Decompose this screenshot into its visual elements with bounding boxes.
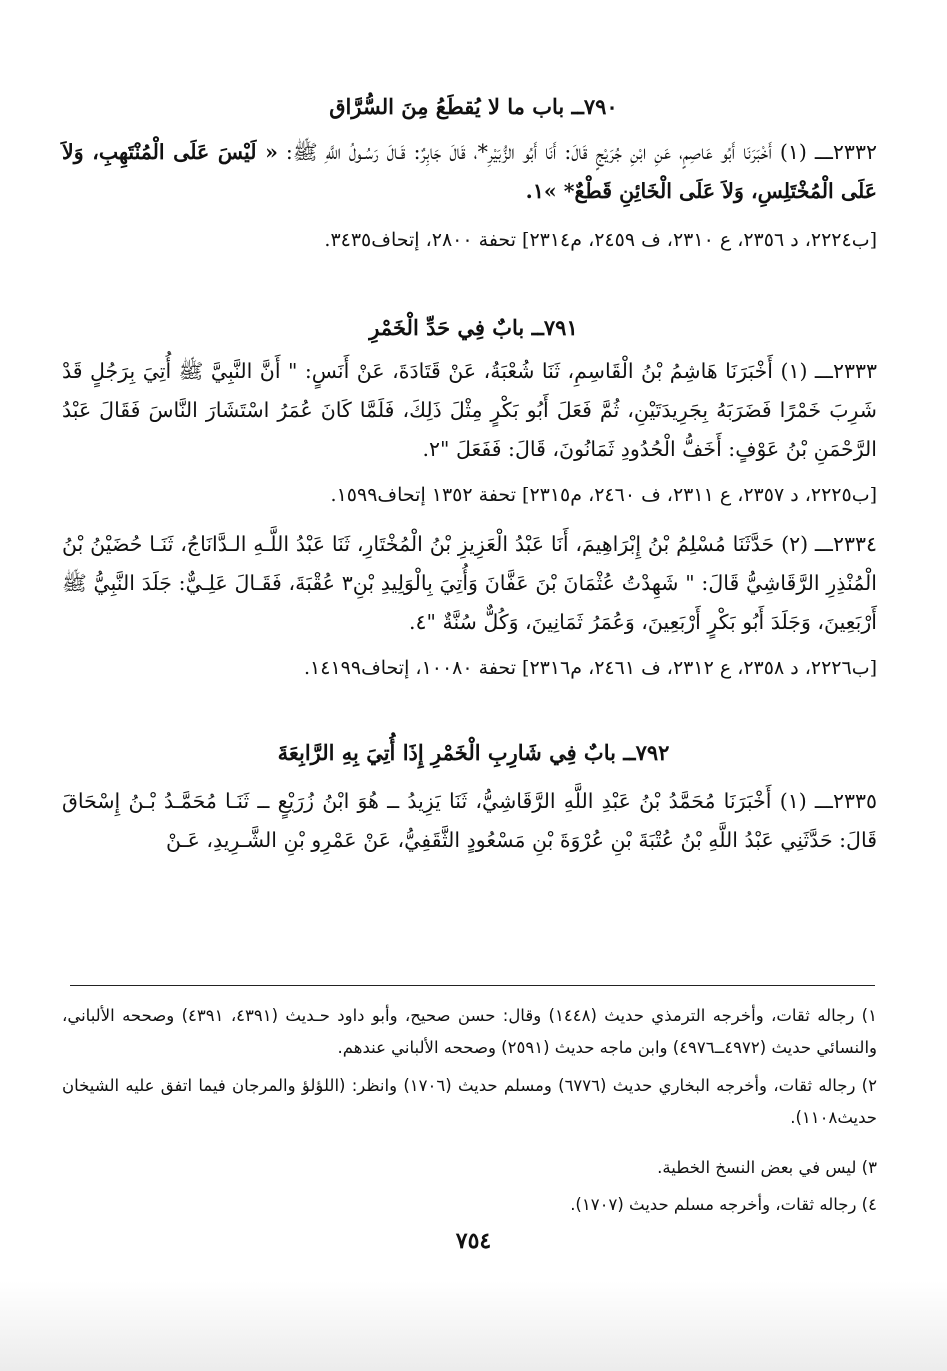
footnote-divider bbox=[70, 985, 875, 986]
hadith-text: أَخْبَرَنَا هَاشِمُ بْنُ الْقَاسِمِ، ثَنَا شُعْبَةُ، عَنْ قَتَادَةَ، عَنْ أَنَسٍ: " أَنَّ النَّبِيَّ ﷺ أُتِيَ بِرَجُلٍ قَدْ شَرِبَ خَمْرًا فَضَرَبَهُ بِجَرِيدَتَيْنِ، ثُمَّ فَعَلَ أَبُو بَكْرٍ مِثْلَ ذَلِكَ، فَلَمَّا كَانَ عُمَرُ اسْتَشَارَ النَّاسَ فَقَالَ عَبْدُ الرَّحْمَنِ بْنُ عَوْفٍ: أَخَفُّ الْحُدُودِ ثَمَانُونَ، قَالَ: فَفَعَلَ "٢. bbox=[62, 359, 877, 461]
hadith-2334 bbox=[62, 525, 877, 642]
footnote-1: ١) رجاله ثقات، وأخرجه الترمذي حديث (١٤٤٨) وقال: حسن صحيح، وأبو داود حـديث (٤٣٩١، ٤٣٩١) وصححه الألباني، والنسائي حديث (٤٩٧٢ــ٤٩٧٦) وابن ماجه حديث (٢٥٩١) وصححه الألباني عندهم. bbox=[62, 1006, 877, 1057]
hadith-matn: « لَيْسَ عَلَى الْمُنْتَهِبِ، وَلاَ عَلَى الْمُخْتَلِسِ، وَلاَ عَلَى الْخَائِنِ قَطْعٌ* »١. bbox=[62, 140, 877, 203]
hadith-reference: [ب٢٢٢٤، د ٢٣٥٦، ع ٢٣١٠، ف ٢٤٥٩، م٢٣١٤] تحفة ٢٨٠٠، إتحاف٣٤٣٥. bbox=[324, 229, 877, 251]
hadith-reference: [ب٢٢٢٥، د ٢٣٥٧، ع ٢٣١١، ف ٢٤٦٠، م٢٣١٥] تحفة ١٣٥٢ إتحاف١٥٩٩. bbox=[330, 484, 877, 506]
section-heading-792: ٧٩٢ــ بابٌ فِي شَارِبِ الْخَمْرِ إِذَا أُتِيَ بِهِ الرَّابِعَةَ bbox=[277, 740, 670, 765]
hadith-number: ٢٣٣٤ـــ (٢) bbox=[781, 532, 877, 556]
hadith-text: أَخْبَرَنَا مُحَمَّدُ بْنُ عَبْدِ اللَّهِ الرَّقَاشِيُّ، ثَنَا يَزِيدُ ــ هُوَ ابْنُ زُرَيْعٍ ــ ثَنَـا مُحَمَّـدُ بْـنُ إِسْحَاقَ قَالَ: حَدَّثَنِي عَبْدُ اللَّهِ بْنُ عُتْبَةَ بْنِ عُرْوَةَ بْنِ مَسْعُودٍ الثَّقَفِيُّ، عَنْ عَمْرِو بْنِ الشَّـرِيدِ، عَـنْ bbox=[62, 789, 877, 852]
hadith-text: حَدَّثَنَا مُسْلِمُ بْنُ إِبْرَاهِيمَ، أَنَا عَبْدُ الْعَزِيزِ بْنُ الْمُخْتَارِ، ثَنَا عَبْدُ اللَّـهِ الـدَّانَاجُ، ثَنَـا حُضَيْنُ بْنُ الْمُنْذِرِ الرَّقَاشِيُّ قَالَ: " شَهِدْتُ عُثْمَانَ بْنَ عَفَّانَ وَأُتِيَ بِالْوَلِيدِ بْنِ٣ عُقْبَةَ، فَقَـالَ عَلِـيٌّ: جَلَدَ النَّبِيُّ ﷺ أَرْبَعِينَ، وَجَلَدَ أَبُو بَكْرٍ أَرْبَعِينَ، وَعُمَرُ ثَمَانِينَ، وَكُلٌّ سُنَّةٌ "٤. bbox=[62, 532, 877, 634]
hadith-number: ٢٣٣٢ـــ (١) bbox=[779, 140, 877, 164]
hadith-number: ٢٣٣٣ـــ (١) bbox=[780, 359, 877, 383]
scan-shading bbox=[0, 1281, 947, 1371]
footnote-3: ٣) ليس في بعض النسخ الخطية. bbox=[657, 1158, 877, 1177]
hadith-reference: [ب٢٢٢٦، د ٢٣٥٨، ع ٢٣١٢، ف ٢٤٦١، م٢٣١٦] تحفة ١٠٠٨٠، إتحاف١٤١٩٩. bbox=[303, 657, 877, 679]
page-number: ٧٥٤ bbox=[455, 1228, 492, 1254]
section-heading-790: ٧٩٠ــ باب ما لا يُقطَعُ مِنَ السُّرَّاق bbox=[329, 94, 618, 119]
hadith-text: أَخْبَرَنَا أَبُو عَاصِمٍ، عَنِ ابْنِ جُرَيْجٍ قَالَ: أَنَا أَبُو الزُّبَيْرِ*، قَالَ جَابِرٌ: قَـالَ رَسُـولُ اللَّهِ ﷺ: bbox=[285, 140, 772, 164]
hadith-2332 bbox=[62, 133, 877, 211]
hadith-2335 bbox=[62, 782, 877, 860]
hadith-2333 bbox=[62, 352, 877, 469]
hadith-number: ٢٣٣٥ـــ (١) bbox=[779, 789, 877, 813]
footnote-4: ٤) رجاله ثقات، وأخرجه مسلم حديث (١٧٠٧). bbox=[570, 1195, 877, 1214]
section-heading-791: ٧٩١ــ بابٌ فِي حَدِّ الْخَمْرِ bbox=[369, 315, 578, 340]
footnote-2: ٢) رجاله ثقات، وأخرجه البخاري حديث (٦٧٧٦) ومسلم حديث (١٧٠٦) وانظر: (اللؤلؤ والمرجان فيما اتفق عليه الشيخان حديث١١٠٨). bbox=[62, 1076, 877, 1127]
